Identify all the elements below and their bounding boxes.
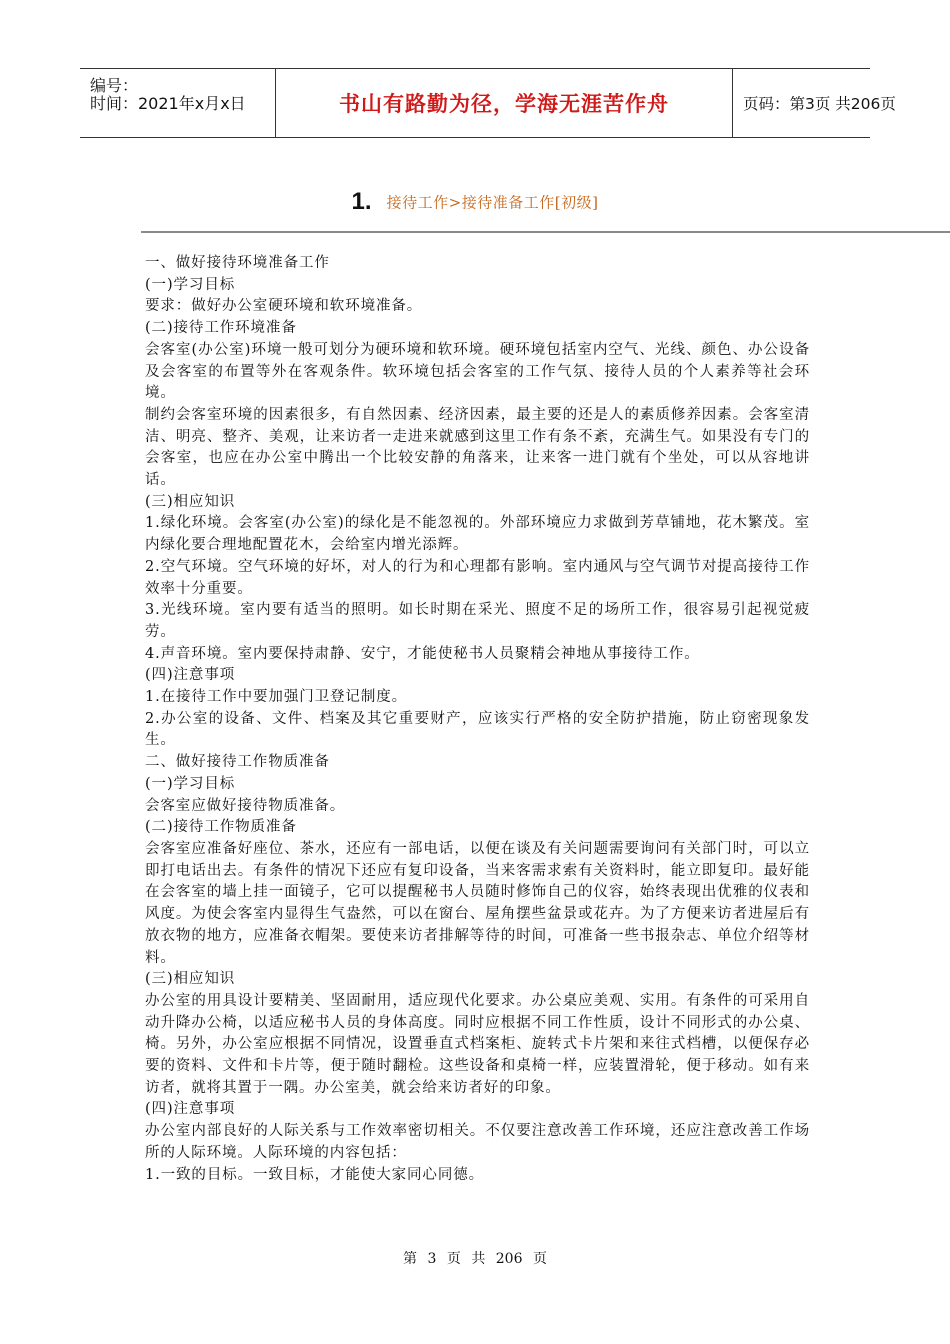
footer-suffix: 页 bbox=[532, 1251, 547, 1267]
body-paragraph: (三)相应知识 bbox=[145, 493, 236, 510]
body-paragraph: 二、做好接待工作物质准备 bbox=[145, 754, 330, 771]
footer-page-word: 页 bbox=[446, 1251, 461, 1267]
body-paragraph: (四)注意事项 bbox=[145, 667, 236, 684]
body-paragraph: (一)学习目标 bbox=[145, 775, 236, 792]
section-heading: 接待工作>接待准备工作[初级] bbox=[386, 193, 599, 212]
body-paragraph: 制约会客室环境的因素很多，有自然因素、经济因素，最主要的还是人的素质修养因素。会客室清洁、明亮、整齐、美观，让来访者一走进来就感到这里工作有条不紊，充满生气。如果没有专门的会客室，也应在办公室中腾出一个比较安静的角落来，让来客一进门就有个坐处，可以从容地讲话。 bbox=[145, 406, 810, 489]
footer-current-page: 3 bbox=[427, 1251, 437, 1267]
section-number: 1. bbox=[351, 188, 372, 215]
body-paragraph: 1.在接待工作中要加强门卫登记制度。 bbox=[145, 689, 408, 706]
body-paragraph: (四)注意事项 bbox=[145, 1101, 236, 1118]
footer-total-word: 共 bbox=[471, 1251, 486, 1267]
body-paragraph: 办公室内部良好的人际关系与工作效率密切相关。不仅要注意改善工作环境，还应注意改善工作场所的人际环境。人际环境的内容包括： bbox=[145, 1123, 810, 1161]
body-paragraph: 1.绿化环境。会客室(办公室)的绿化是不能忽视的。外部环境应力求做到芳草铺地，花木繁茂。室内绿化要合理地配置花木，会给室内增光添辉。 bbox=[145, 515, 810, 554]
body-paragraph: (二)接待工作环境准备 bbox=[145, 320, 297, 337]
document-header bbox=[80, 68, 896, 138]
body-paragraph: 一、做好接待环境准备工作 bbox=[145, 255, 330, 271]
body-paragraph: 办公室的用具设计要精美、坚固耐用，适应现代化要求。办公桌应美观、实用。有条件的可采用自动升降办公椅，以适应秘书人员的身体高度。同时应根据不同工作性质，设计不同形式的办公桌、椅。另外，办公室应根据不同情况，设置垂直式档案柜、旋转式卡片架和来往式档槽，以便保存必要的资料、文件和卡片等，便于随时翻检。这些设备和桌椅一样，应装置滑轮，便于移动。如有来访者，就将其置于一隅。办公室美，就会给来访者好的印象。 bbox=[145, 992, 810, 1096]
body-paragraph: (三)相应知识 bbox=[145, 971, 236, 988]
section-title bbox=[0, 188, 950, 216]
body-paragraph: 3.光线环境。室内要有适当的照明。如长时期在采光、照度不足的场所工作，很容易引起视觉疲劳。 bbox=[145, 602, 810, 640]
footer-prefix: 第 bbox=[403, 1251, 418, 1267]
header-meta bbox=[80, 69, 276, 137]
header-page-code: 页码：第3页 共206页 bbox=[743, 95, 896, 113]
header-motto: 书山有路勤为径，学海无涯苦作舟 bbox=[276, 69, 733, 137]
title-divider bbox=[141, 231, 950, 233]
document-number-label: 编号： bbox=[90, 76, 139, 95]
document-body bbox=[145, 253, 810, 1186]
body-paragraph: (一)学习目标 bbox=[145, 276, 236, 293]
body-paragraph: 1.一致的目标。一致目标，才能使大家同心同德。 bbox=[145, 1166, 485, 1183]
body-paragraph: 会客室(办公室)环境一般可划分为硬环境和软环境。硬环境包括室内空气、光线、颜色、办公设备及会客室的布置等外在客观条件。软环境包括会客室的工作气氛、接待人员的个人素养等社会环境。 bbox=[145, 341, 810, 402]
body-paragraph: 会客室应做好接待物质准备。 bbox=[145, 797, 346, 814]
body-paragraph: 要求：做好办公室硬环境和软环境准备。 bbox=[145, 298, 423, 315]
body-paragraph: 2.空气环境。空气环境的好坏，对人的行为和心理都有影响。室内通风与空气调节对提高接待工作效率十分重要。 bbox=[145, 558, 810, 597]
body-paragraph: 2.办公室的设备、文件、档案及其它重要财产，应该实行严格的安全防护措施，防止窃密现象发生。 bbox=[145, 710, 810, 749]
document-date: 时间：2021年x月x日 bbox=[90, 94, 246, 113]
footer-total-pages: 206 bbox=[495, 1251, 523, 1267]
page-footer bbox=[0, 1248, 950, 1268]
body-paragraph: 会客室应准备好座位、茶水，还应有一部电话，以便在谈及有关问题需要询问有关部门时，可以立即打电话出去。有条件的情况下还应有复印设备，当来客需求索有关资料时，能立即复印。最好能在会客室的墙上挂一面镜子，它可以提醒秘书人员随时修饰自己的仪容，始终表现出优雅的仪表和风度。为使会客室内显得生气盎然，可以在窗台、屋角摆些盆景或花卉。为了方便来访者进屋后有放衣物的地方，应准备衣帽架。要使来访者排解等待的时间，可准备一些书报杂志、单位介绍等材料。 bbox=[145, 840, 810, 966]
body-paragraph: 4.声音环境。室内要保持肃静、安宁，才能使秘书人员聚精会神地从事接待工作。 bbox=[145, 645, 700, 662]
body-paragraph: (二)接待工作物质准备 bbox=[145, 819, 297, 836]
